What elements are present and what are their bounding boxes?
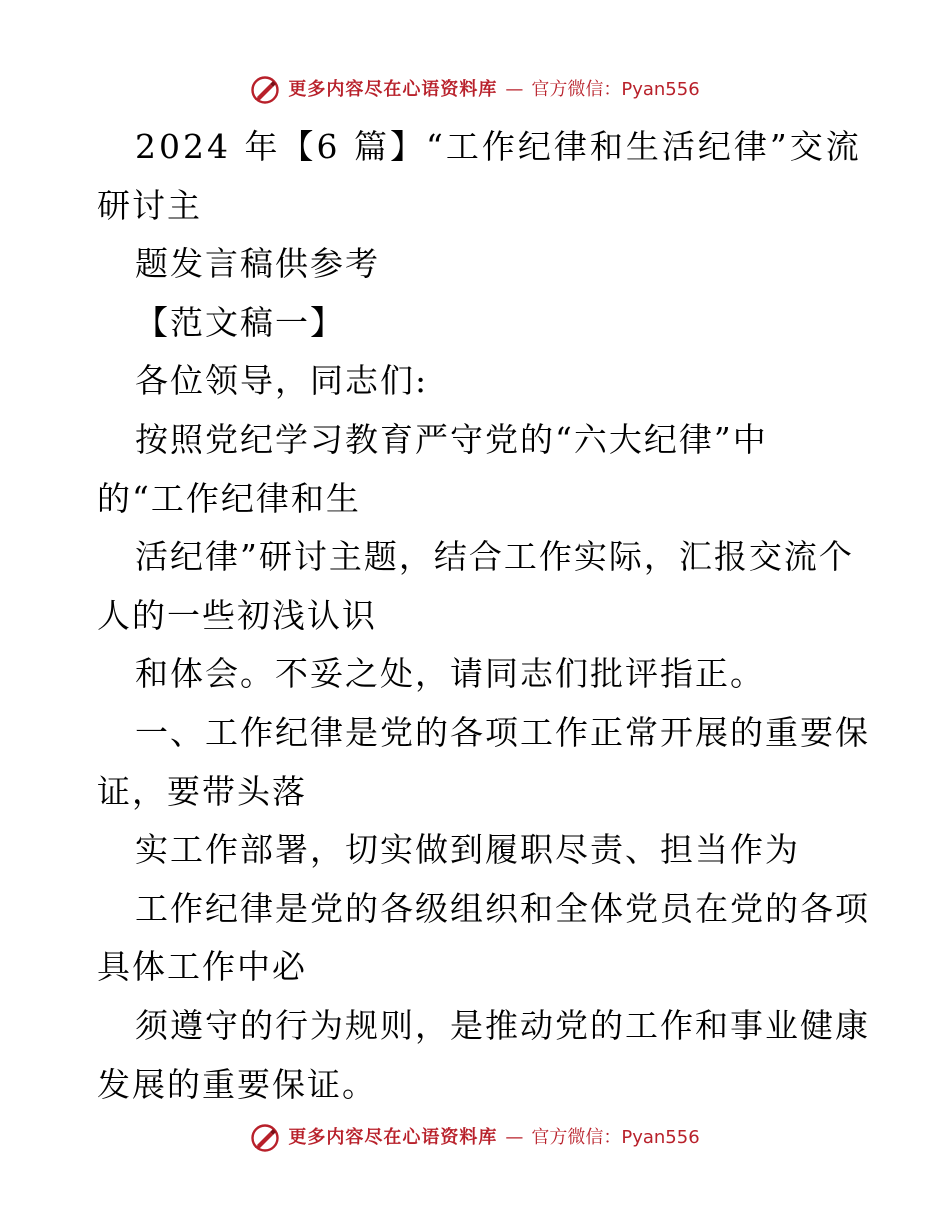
paragraph-line: 具体工作中必: [97, 947, 307, 987]
banner-separator: —: [505, 79, 524, 100]
paragraph-line: 的“工作纪律和生: [97, 478, 361, 518]
paragraph-line: 人的一些初浅认识: [97, 595, 377, 635]
paragraph-line: 工作纪律是党的各级组织和全体党员在党的各项: [135, 888, 870, 928]
wechat-id: 官方微信：Pyan556: [531, 79, 700, 100]
paragraph-line: 按照党纪学习教育严守党的“六大纪律”中: [135, 419, 768, 459]
doc-title-line-1: 2024 年【6 篇】“工作纪律和生活纪律”交流: [135, 127, 862, 166]
banner-separator: —: [505, 1127, 524, 1148]
paragraph-line: 活纪律”研讨主题，结合工作实际，汇报交流个: [135, 537, 854, 577]
doc-title-line-2: 研讨主: [97, 185, 202, 225]
subheading-line: 实工作部署，切实做到履职尽责、担当作为: [135, 830, 800, 870]
section-heading: 【范文稿一】: [135, 302, 345, 342]
subheading-line: 一、工作纪律是党的各项工作正常开展的重要保: [135, 712, 870, 752]
salutation: 各位领导，同志们:: [135, 361, 429, 401]
subheading-line: 证，要带头落: [97, 771, 307, 811]
document-body: [97, 118, 870, 1114]
paragraph-line: 须遵守的行为规则，是推动党的工作和事业健康: [135, 1005, 870, 1045]
wechat-id: 官方微信：Pyan556: [531, 1127, 700, 1148]
header-watermark: [0, 68, 950, 112]
pen-logo-icon: [250, 1123, 280, 1153]
paragraph-line: 和体会。不妥之处，请同志们批评指正。: [135, 654, 765, 694]
site-name: 更多内容尽在心语资料库: [288, 79, 498, 100]
site-name: 更多内容尽在心语资料库: [288, 1127, 498, 1148]
doc-title-line-3: 题发言稿供参考: [135, 244, 380, 284]
footer-watermark: [0, 1116, 950, 1160]
paragraph-line: 发展的重要保证。: [97, 1064, 377, 1104]
pen-logo-icon: [250, 75, 280, 105]
